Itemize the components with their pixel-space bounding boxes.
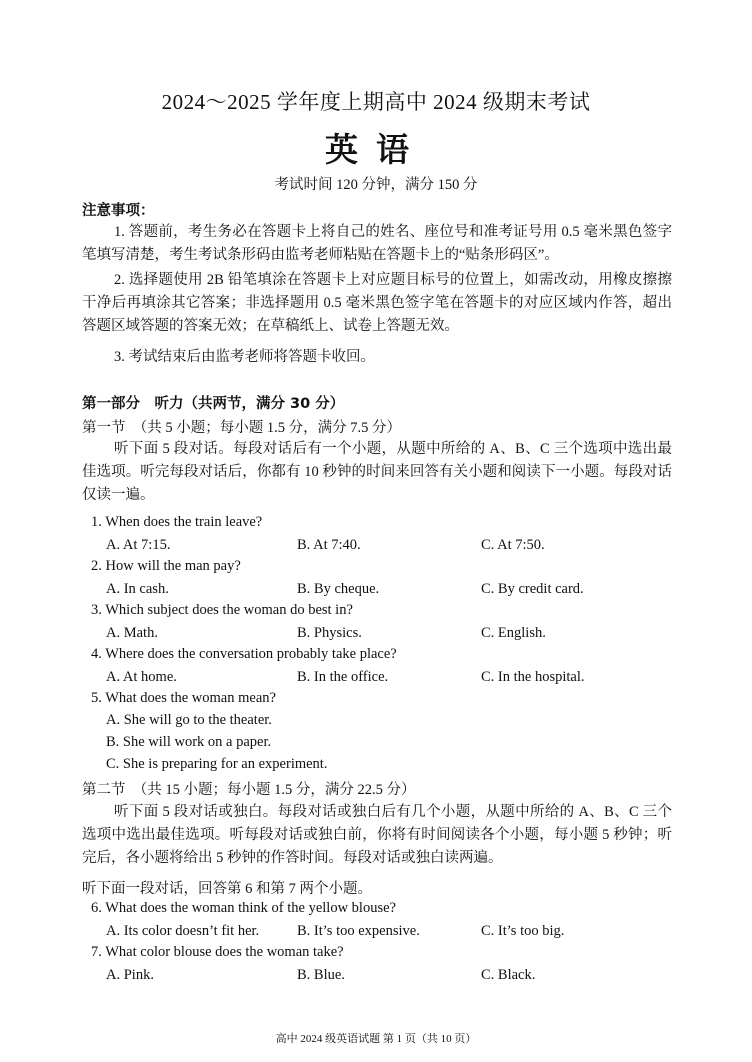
note-item-1: 1. 答题前，考生务必在答题卡上将自己的姓名、座位号和准考证号用 0.5 毫米黑色签字笔填写清楚，考生考试条形码由监考老师粘贴在答题卡上的“贴条形码区”。 (82, 224, 672, 263)
page-footer: 高中 2024 级英语试题 第 1 页（共 10 页） (275, 1033, 477, 1045)
option-b: B. In the office. (297, 669, 389, 685)
note-item-3: 3. 考试结束后由监考老师将答题卡收回。 (114, 349, 375, 365)
option-a: A. Pink. (106, 967, 154, 983)
option-c: C. By credit card. (481, 581, 584, 597)
section1-instructions: 听下面 5 段对话。每段对话后有一个小题，从题中所给的 A、B、C 三个选项中选出最佳选项。听完每段对话后，你都有 10 秒钟的时间来回答有关小题和阅读下一小题。每段对话仅读一遍。 (82, 441, 672, 503)
option-c: C. It’s too big. (481, 923, 565, 939)
notes-heading: 注意事项： (82, 203, 155, 219)
option-b: B. It’s too expensive. (297, 923, 420, 939)
option-c: C. English. (481, 625, 546, 641)
option-b: B. Blue. (297, 967, 345, 983)
option-b: B. At 7:40. (297, 537, 361, 553)
option-a: A. She will go to the theater. (106, 712, 272, 728)
section1-heading: 第一节 （共 5 小题；每小题 1.5 分，满分 7.5 分） (82, 420, 401, 436)
option-a: A. At 7:15. (106, 537, 171, 553)
question-stem: 4. Where does the conversation probably take place? (91, 646, 397, 662)
option-c: C. She is preparing for an experiment. (106, 756, 328, 772)
option-a: A. At home. (106, 669, 177, 685)
option-b: B. She will work on a paper. (106, 734, 272, 750)
option-b: B. By cheque. (297, 581, 380, 597)
question-stem: 3. Which subject does the woman do best in? (91, 602, 353, 618)
time-info: 考试时间 120 分钟，满分 150 分 (274, 177, 478, 193)
question-stem: 1. When does the train leave? (91, 514, 263, 530)
question-stem: 7. What color blouse does the woman take? (91, 944, 344, 960)
option-c: C. Black. (481, 967, 536, 983)
question-stem: 6. What does the woman think of the yellow blouse? (91, 900, 396, 916)
question-stem: 5. What does the woman mean? (91, 690, 276, 706)
subject-title: 英语 (325, 130, 427, 169)
part1-heading: 第一部分 听力（共两节，满分 30 分） (82, 396, 345, 412)
option-a: A. Its color doesn’t fit her. (106, 923, 260, 939)
group-intro: 听下面一段对话，回答第 6 和第 7 两个小题。 (82, 881, 372, 897)
note-item-2: 2. 选择题使用 2B 铅笔填涂在答题卡上对应题目标号的位置上，如需改动，用橡皮擦擦干净后再填涂其它答案；非选择题用 0.5 毫米黑色签字笔在答题卡的对应区域内作答，超出答题区域答题的答案无效；在草稿纸上、试卷上答题无效。 (82, 272, 672, 334)
section2-instructions: 听下面 5 段对话或独白。每段对话或独白后有几个小题，从题中所给的 A、B、C 三个选项中选出最佳选项。听每段对话或独白前，你将有时间阅读各个小题，每小题 5 秒钟；听完后，各小题将给出 5 秒钟的作答时间。每段对话或独白读两遍。 (82, 804, 672, 866)
section2-heading: 第二节 （共 15 小题；每小题 1.5 分，满分 22.5 分） (82, 782, 416, 798)
exam-title: 2024～2025 学年度上期高中 2024 级期末考试 (161, 90, 591, 114)
option-a: A. Math. (106, 625, 158, 641)
option-b: B. Physics. (297, 625, 362, 641)
option-a: A. In cash. (106, 581, 169, 597)
option-c: C. At 7:50. (481, 537, 545, 553)
question-stem: 2. How will the man pay? (91, 558, 241, 574)
option-c: C. In the hospital. (481, 669, 585, 685)
